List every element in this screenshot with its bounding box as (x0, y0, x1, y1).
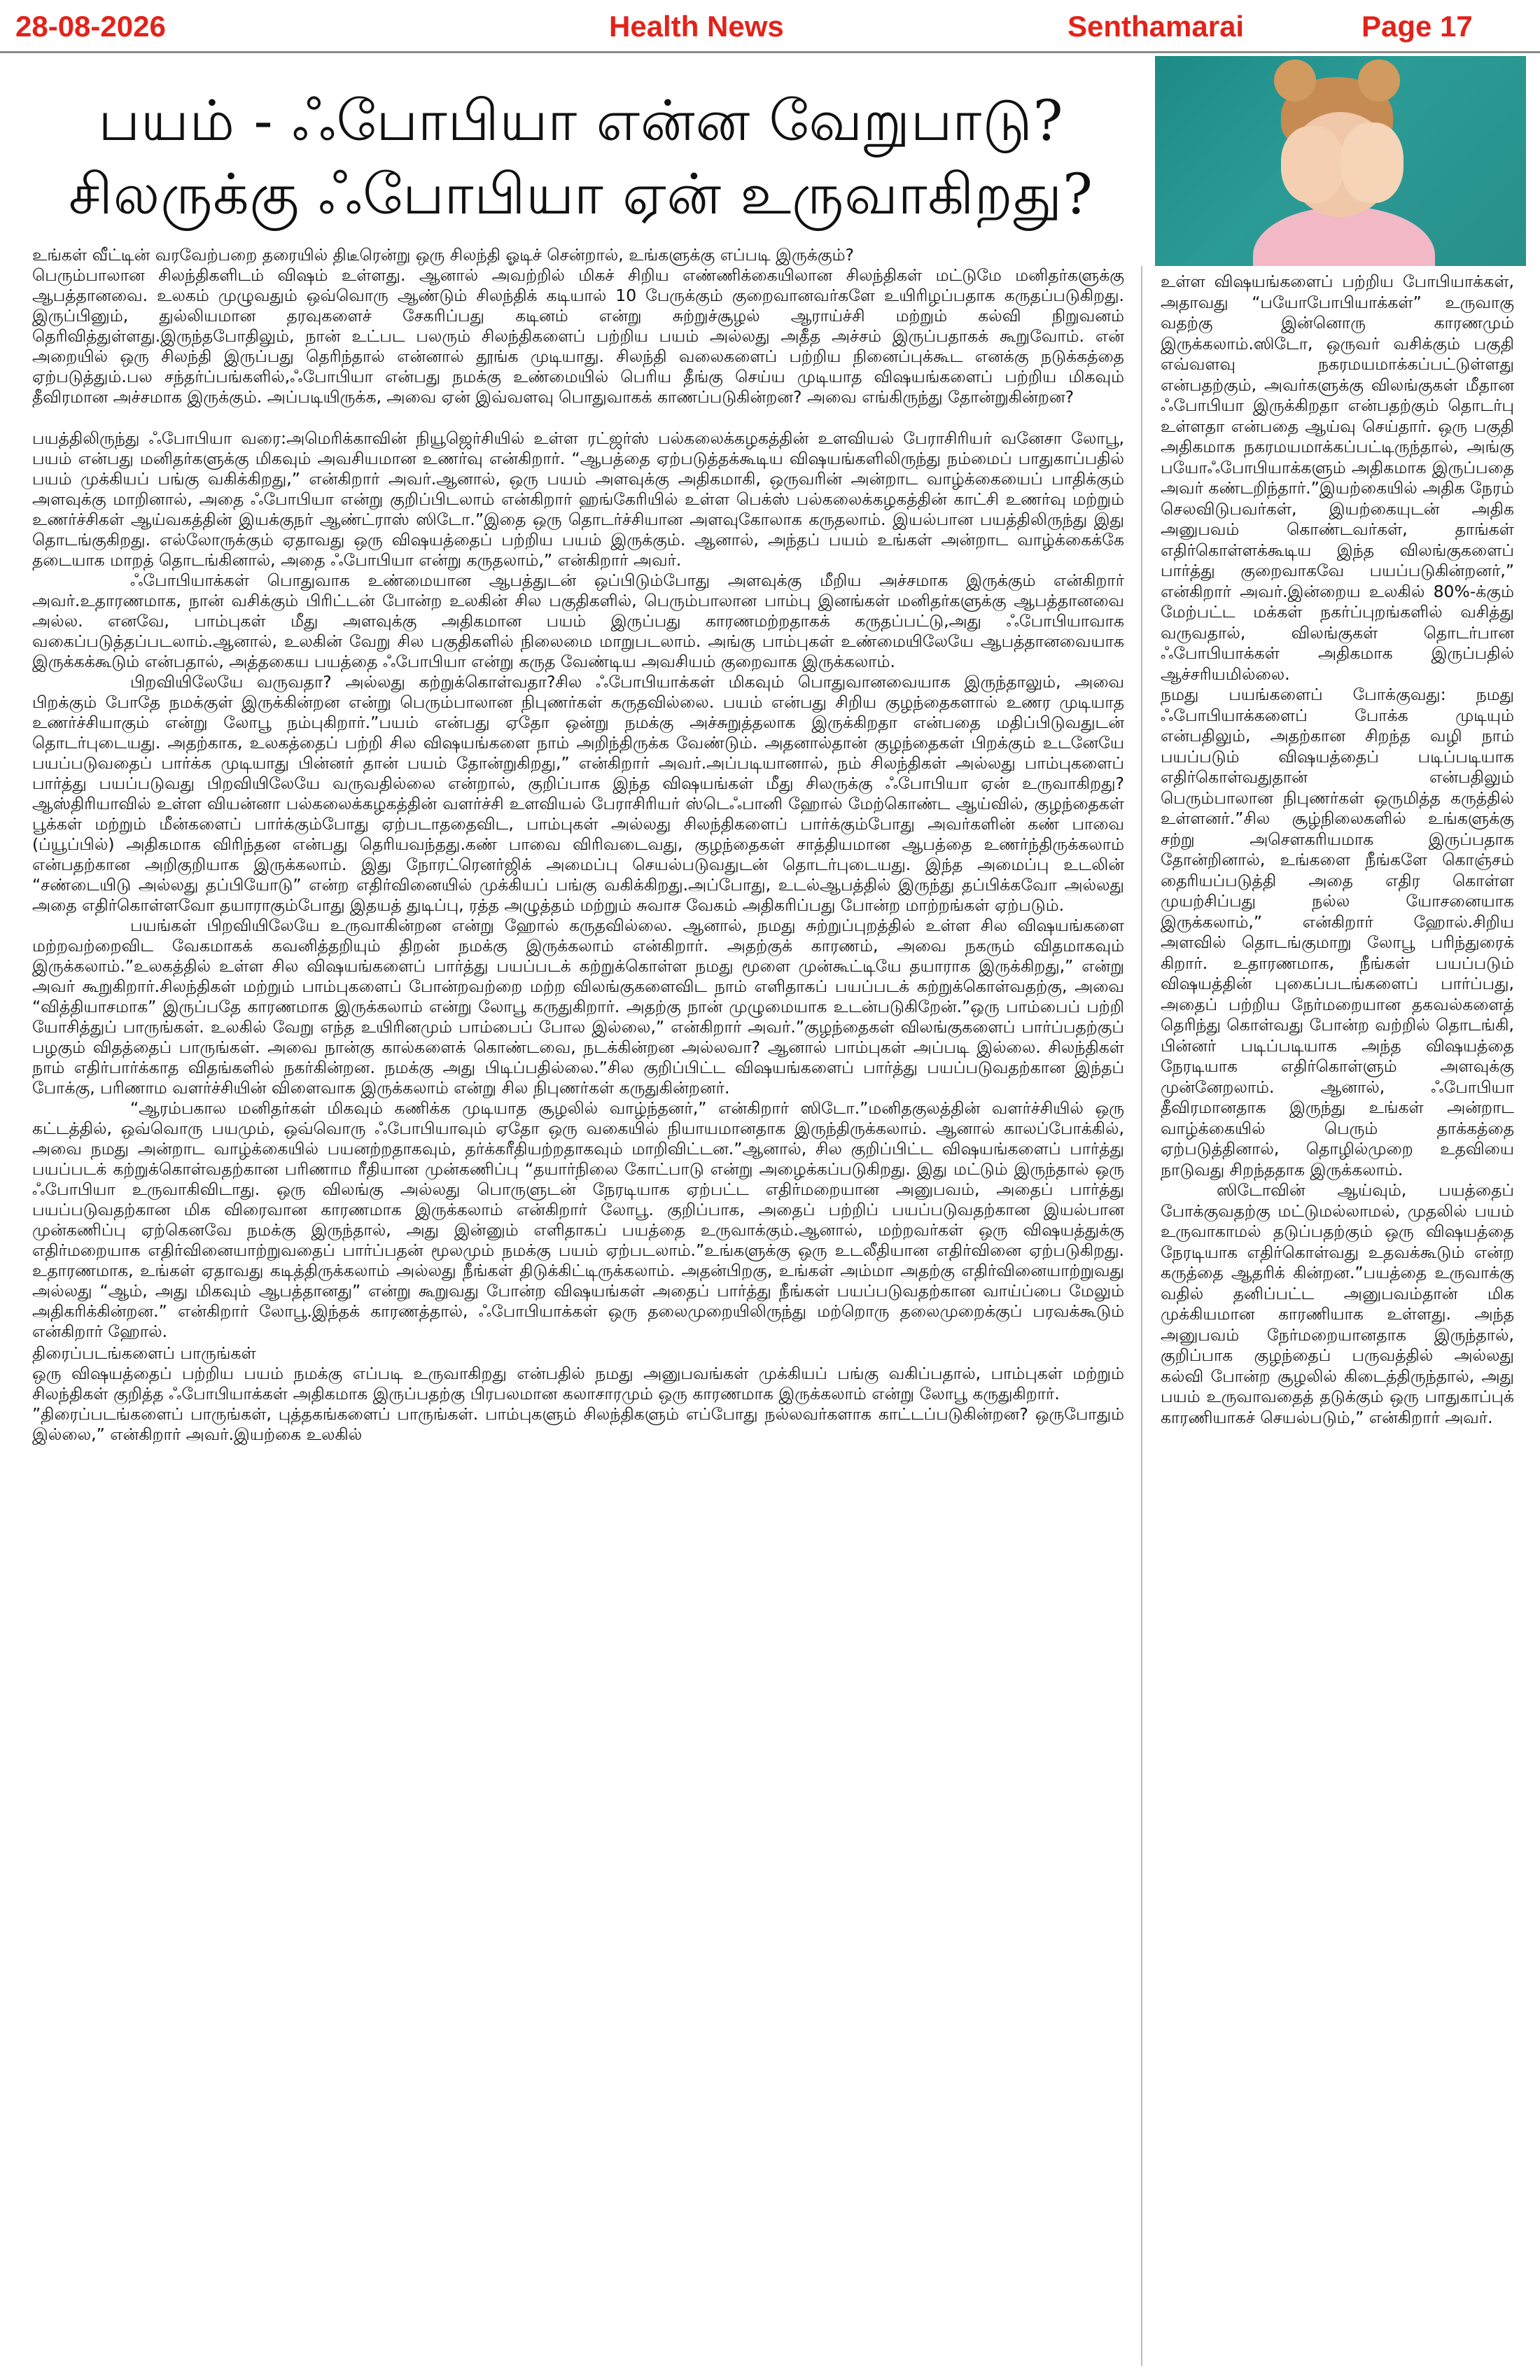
paragraph: பெரும்பாலான சிலந்திகளிடம் விஷம் உள்ளது. ஆனால் அவற்றில் மிகச் சிறிய எண்ணிக்கையிலான சிலந்திகள் மட்டுமே மனிதர்களுக்கு ஆபத்தானவை. உலகம் முழுவதும் ஒவ்வொரு ஆண்டும் சிலந்திக் கடியால் 10 பேருக்கும் குறைவானவர்களே உயிரிழப்பதாக கருதப்படுகிறது. இருப்பினும், துல்லியமான தரவுகளைச் சேகரிப்பது கடினம் என்று சுற்றுச்சூழல் ஆராய்ச்சி மற்றும் கல்வி நிறுவனம் தெரிவித்துள்ளது.இருந்தபோதிலும், நான் உட்பட பலரும் சிலந்திகளைப் பற்றிய பயம் அல்லது அதீத அச்சம் இருப்பதாகக் கூறுவோம். என் அறையில் ஒரு சிலந்தி இருப்பது தெரிந்தால் என்னால் தூங்க முடியாது. சிலந்தி வலைகளைப் பற்றிய நினைப்புக்கூட எனக்கு நடுக்கத்தை ஏற்படுத்தும்.பல சந்தர்ப்பங்களில்,ஃபோபியா என்பது நமக்கு உண்மையில் பெரிய தீங்கு செய்ய முடியாத விஷயங்களைப் பற்றிய மிகவும் தீவிரமான அச்சமாக இருக்கும். அப்படியிருக்க, அவை ஏன் இவ்வளவு பொதுவாகக் காணப்படுகின்றன? அவை எங்கிருந்து தோன்றுகின்றன? (32, 265, 1124, 407)
article-title (42, 84, 1120, 231)
title-line-1: பயம் - ஃபோபியா என்ன வேறுபாடு? (98, 88, 1064, 153)
page-number: Page 17 (1362, 10, 1473, 43)
paragraph: ஃபோபியாக்கள் பொதுவாக உண்மையான ஆபத்துடன் ஒப்பிடும்போது அளவுக்கு மீறிய அச்சமாக இருக்கும் என்கிறார் அவர்.உதாரணமாக, நான் வசிக்கும் பிரிட்டன் போன்ற உலகின் சில பகுதிகளில், பெரும்பாலான பாம்பு இனங்கள் மனிதர்களுக்கு ஆபத்தானவை அல்ல. எனவே, பாம்புகள் மீது அளவுக்கு அதிகமான பயம் இருப்பது காரணமற்றதாகக் கருதப்பட்டு,அது ஃபோபியாவாக வகைப்படுத்தப்படலாம்.ஆனால், உலகின் வேறு சில பகுதிகளில் நிலைமை மாறுபடலாம். அங்கு பாம்புகள் உண்மையிலேயே ஆபத்தானவையாக இருக்கக்கூடும் என்பதால், அத்தகைய பயத்தை ஃபோபியா என்று கருத வேண்டிய அவசியம் குறைவாக இருக்கலாம். (32, 570, 1124, 671)
paragraph: ”திரைப்படங்களைப் பாருங்கள், புத்தகங்களைப் பாருங்கள். பாம்புகளும் சிலந்திகளும் எப்போது நல்லவர்களாக காட்டப்படுகின்றன? ஒருபோதும் இல்லை,” என்கிறார் அவர்.இயற்கை உலகில் (32, 1404, 1124, 1444)
section-name: Health News (609, 10, 784, 43)
paragraph: ஸிடோவின் ஆய்வும், பயத்தைப் போக்குவதற்கு மட்டுமல்லாமல், முதலில் பயம் உருவாகாமல் தடுப்பதற்கும் ஒரு விஷயத்தை நேரடியாக எதிர்கொள்வது உதவக்கூடும் என்ற கருத்தை ஆதரிக் கின்றன.”பயத்தை உருவாக்கு வதில் தனிப்பட்ட அனுபவம்தான் மிக முக்கியமான காரணியாக உள்ளது. அந்த அனுபவம் நேர்மறையானதாக இருந்தால், குறிப்பாக குழந்தைப் பருவத்தில் அல்லது கல்வி போன்ற சூழலில் கிடைத்திருந்தால், அது பயம் உருவாவதைத் தடுக்கும் ஒரு பாதுகாப்புக் காரணியாகச் செயல்படும்,” என்கிறார் அவர். (1161, 1180, 1514, 1427)
title-line-2: சிலருக்கு ஃபோபியா ஏன் உருவாகிறது? (69, 162, 1093, 227)
publication-name: Senthamarai (1068, 10, 1245, 43)
subheading: திரைப்படங்களைப் பாருங்கள் (32, 1343, 256, 1363)
child-covering-face-photo (1155, 56, 1526, 266)
paragraph: பயங்கள் பிறவியிலேயே உருவாகின்றன என்று ஹோல் கருதவில்லை. ஆனால், நமது சுற்றுப்புறத்தில் உள்ள சில விஷயங்களை மற்றவற்றைவிட வேகமாகக் கவனித்தறியும் திறன் நமக்கு இருக்கலாம் என்கிறார். அதற்குக் காரணம், அவை நகரும் விதமாகவும் இருக்கலாம்.”உலகத்தில் உள்ள சில விஷயங்களைப் பார்த்து பயப்படக் கற்றுக்கொள்ள நமது மூளை முன்கூட்டியே தயாராக இருக்கிறது,” என்று அவர் கூறுகிறார்.சிலந்திகள் மற்றும் பாம்புகளைப் போன்றவற்றை மற்ற விலங்குகளைவிட நாம் எளிதாகப் பயப்படக் கற்றுக்கொள்வதற்கு, அவை “வித்தியாசமாக” இருப்பதே காரணமாக இருக்கலாம் என்று லோபூ கருதுகிறார். அதற்கு நான் முழுமையாக உடன்படுகிறேன்.”ஒரு பாம்பைப் பற்றி யோசித்துப் பாருங்கள். உலகில் வேறு எந்த உயிரினமும் பாம்பைப் போல இல்லை,” என்கிறார் அவர்.”குழந்தைகள் விலங்குகளைப் பார்ப்பதற்குப் பழகும் விதத்தைப் பாருங்கள். அவை நான்கு கால்களைக் கொண்டவை, நடக்கின்றன அல்லவா? ஆனால் பாம்புகள் அப்படி இல்லை. சிலந்திகள் நாம் எதிர்பார்க்காத விதங்களில் நகர்கின்றன. நமக்கு அது பிடிப்பதில்லை.”சில குறிப்பிட்ட விஷயங்களைப் பார்த்து பயப்படுவதற்கான இந்தப் போக்கு, பரிணாம வளர்ச்சியின் விளைவாக இருக்கலாம் என்று சில நிபுணர்கள் கருதுகின்றனர். (32, 916, 1124, 1098)
article-body-side (1161, 272, 1514, 1428)
paragraph: பயத்திலிருந்து ஃபோபியா வரை:அமெரிக்காவின் நியூஜெர்சியில் உள்ள ரட்ஜர்ஸ் பல்கலைக்கழகத்தின் உளவியல் பேராசிரியர் வனேசா லோபூ, பயம் என்பது மனிதர்களுக்கு மிகவும் அவசியமான உணர்வு என்கிறார். “ஆபத்தை ஏற்படுத்தக்கூடிய விஷயங்களிலிருந்து நம்மைப் பாதுகாப்பதில் பயம் முக்கியப் பங்கு வகிக்கிறது,” என்கிறார் அவர்.ஆனால், ஒரு பயம் அளவுக்கு அதிகமாகி, ஒருவரின் அன்றாட வாழ்க்கையைப் பாதிக்கும் அளவுக்கு மாறினால், அதை ஃபோபியா என்று குறிப்பிடலாம் என்கிறார் ஹங்கேரியில் உள்ள பெக்ஸ் பல்கலைக்கழகத்தின் காட்சி உணர்வு மற்றும் உணர்ச்சிகள் ஆய்வகத்தின் இயக்குநர் ஆண்ட்ராஸ் ஸிடோ.”இதை ஒரு தொடர்ச்சியான அளவுகோலாக கருதலாம். இயல்பான பயத்திலிருந்து இது தொடங்குகிறது. எல்லோருக்கும் ஏதாவது ஒரு விஷயத்தைப் பற்றிய பயம் இருக்கும். ஆனால், அந்தப் பயம் உங்கள் அன்றாட வாழ்க்கைக்கே தடையாக மாறத் தொடங்கினால், அதை ஃபோபியா என்று கருதலாம்,” என்கிறார் அவர். (32, 428, 1124, 570)
page-header (0, 0, 1540, 53)
paragraph: ஒரு விஷயத்தைப் பற்றிய பயம் நமக்கு எப்படி உருவாகிறது என்பதில் நமது அனுபவங்கள் முக்கியப் பங்கு வகிப்பதால், பாம்புகள் மற்றும் சிலந்திகள் குறித்த ஃபோபியாக்கள் அதிகமாக இருப்பதற்கு பிரபலமான கலாசாரமும் ஒரு காரணமாக இருக்கலாம் என்று லோபூ கருதுகிறார். (32, 1364, 1124, 1404)
issue-date: 28-08-2026 (15, 10, 166, 43)
paragraph: “ஆரம்பகால மனிதர்கள் மிகவும் கணிக்க முடியாத சூழலில் வாழ்ந்தனர்,” என்கிறார் ஸிடோ.”மனிதகுலத்தின் வளர்ச்சியில் ஒரு கட்டத்தில், ஒவ்வொரு பயமும், ஒவ்வொரு ஃபோபியாவும் ஏதோ ஒரு வகையில் நியாயமானதாக இருந்திருக்கலாம். ஆனால் காலப்போக்கில், அவை நமது அன்றாட வாழ்க்கையில் பயனற்றதாகவும், தர்க்கரீதியற்றதாகவும் மாறிவிட்டன.”ஆனால், சில குறிப்பிட்ட விஷயங்களைப் பார்த்து பயப்படக் கற்றுக்கொள்வதற்கான பரிணாம ரீதியான முன்கணிப்பு “தயார்நிலை கோட்பாடு என்று அழைக்கப்படுகிறது. இது மட்டும் இருந்தால் ஒரு ஃபோபியா உருவாகிவிடாது. ஒரு விலங்கு அல்லது பொருளுடன் நேரடியாக ஏற்பட்ட எதிர்மறையான அனுபவம், அதைப் பார்த்து பயப்படுவதற்கான மிக விரைவான காரணமாக இருக்கலாம் என்கிறார் லோபூ. குறிப்பாக, அதைப் பற்றிப் பயப்படுவதற்கான இயல்பான முன்கணிப்பு ஏற்கெனவே நமக்கு இருந்தால், அது இன்னும் எளிதாகப் பயத்தை உருவாக்கும்.ஆனால், மற்றவர்கள் ஒரு விஷயத்துக்கு எதிர்மறையாக எதிர்வினையாற்றுவதைப் பார்ப்பதன் மூலமும் நமக்கு பயம் ஏற்படலாம்.”உங்களுக்கு ஒரு உடலீதியான எதிர்வினை ஏற்படுகிறது. உதாரணமாக, உங்கள் ஏதாவது கடித்திருக்கலாம் அல்லது நீங்கள் திடுக்கிட்டிருக்கலாம். அதன்பிறகு, உங்கள் அம்மா அதற்கு எதிர்வினையாற்றுவது அல்லது “ஆம், அது மிகவும் ஆபத்தானது” என்று கூறுவது போன்ற விஷயங்கள் அதைப் பார்த்து நீங்கள் பயப்படுவதற்கான வாய்ப்பை மேலும் அதிகரிக்கின்றன.” என்கிறார் லோபூ.இந்தக் காரணத்தால், ஃபோபியாக்கள் ஒரு தலைமுறையிலிருந்து மற்றொரு தலைமுறைக்குப் பரவக்கூடும் என்கிறார் ஹோல். (32, 1098, 1124, 1341)
paragraph: பிறவியிலேயே வருவதா? அல்லது கற்றுக்கொள்வதா?சில ஃபோபியாக்கள் மிகவும் பொதுவானவையாக இருந்தாலும், அவை பிறக்கும் போதே நமக்குள் இருக்கின்றன என்று பெரும்பாலான நிபுணர்கள் கருதவில்லை. பயம் என்பது சிறிய குழந்தைகளால் உணர முடியாத உணர்ச்சியாகும் என்று லோபூ நம்புகிறார்.”பயம் என்பது ஏதோ ஒன்று நமக்கு அச்சுறுத்தலாக இருக்கிறதா என்பதை மதிப்பிடுவதுடன் தொடர்புடையது. அதற்காக, உலகத்தைப் பற்றி சில விஷயங்களை நாம் அறிந்திருக்க வேண்டும். அதனால்தான் குழந்தைகள் பிறக்கும் உடனேயே பயப்படுவதைப் பார்க்க முடியாது பின்னர் தான் பயம் தோன்றுகிறது,” என்கிறார் அவர்.அப்படியானால், நம் சிலந்திகள் அல்லது பாம்புகளைப் பார்த்து பயப்படுவது பிறவியிலேயே வருவதில்லை என்றால், குறிப்பாக இந்த விஷயங்கள் மீது சிலருக்கு ஃபோபியா ஏன் உருவாகிறது?ஆஸ்திரியாவில் உள்ள வியன்னா பல்கலைக்கழகத்தின் வளர்ச்சி உளவியல் பேராசிரியர் ஸ்டெஃபானி ஹோல் மேற்கொண்ட ஆய்வில், குழந்தைகள் பூக்கள் மற்றும் மீன்களைப் பார்க்கும்போது ஏற்படாததைவிட, பாம்புகள் அல்லது சிலந்திகளைப் பார்க்கும்போது அவர்களின் கண் பாவை (ப்யூப்பில்) அதிகமாக விரிந்தன என்பது தெரியவந்தது.கண் பாவை விரிவடைவது, குழந்தைகள் சாத்தியமான ஆபத்தை உணர்ந்திருக்கலாம் என்பதற்கான அறிகுறியாக இருக்கலாம். இது நோரட்ரெனர்ஜிக் அமைப்பு செயல்படுவதுடன் தொடர்புடையது. இந்த அமைப்பு உடலின் “சண்டையிடு அல்லது தப்பியோடு” என்ற எதிர்வினையில் முக்கியப் பங்கு வகிக்கிறது.அப்போது, உடல்ஆபத்தில் இருந்து தப்பிக்கவோ அல்லது அதை எதிர்கொள்ளவோ தயாராகும்போது இதயத் துடிப்பு, ரத்த அழுத்தம் மற்றும் சுவாச வேகம் அதிகரிப்பது போன்ற மாற்றங்கள் ஏற்படும். (32, 672, 1124, 915)
paragraph: உங்கள் வீட்டின் வரவேற்பறை தரையில் திடீரென்று ஒரு சிலந்தி ஓடிச் சென்றால், உங்களுக்கு எப்படி இருக்கும்? (32, 245, 854, 265)
article-body-main (32, 245, 1124, 1445)
paragraph: நமது பயங்களைப் போக்குவது: நமது ஃபோபியாக்களைப் போக்க முடியும் என்பதிலும், அதற்கான சிறந்த வழி நாம் பயப்படும் விஷயத்தைப் படிப்படியாக எதிர்கொள்வதுதான் என்பதிலும் பெரும்பாலான நிபுணர்கள் ஒருமித்த கருத்தில் உள்ளனர்.”சில சூழ்நிலைகளில் உங்களுக்கு சற்று அசௌகரியமாக இருப்பதாக தோன்றினால், உங்களை நீங்களே கொஞ்சம் தைரியப்படுத்தி அதை எதிர கொள்ள முயற்சிப்பது நல்ல யோசனையாக இருக்கலாம்,” என்கிறார் ஹோல்.சிறிய அளவில் தொடங்குமாறு லோபூ பரிந்துரைக் கிறார். உதாரணமாக, நீங்கள் பயப்படும் விஷயத்தின் புகைப்படங்களைப் பார்ப்பது, அதைப் பற்றிய நேர்மறையான தகவல்களைத் தெரிந்து கொள்வது போன்ற வற்றில் தொடங்கி, பின்னர் படிப்படியாக அந்த விஷயத்தை நேரடியாக எதிர்கொள்ளும் அளவுக்கு முன்னேறலாம். ஆனால், ஃபோபியா தீவிரமானதாக இருந்து உங்கள் அன்றாட வாழ்க்கையில் பெரும் தாக்கத்தை ஏற்படுத்தினால், தொழில்முறை உதவியை நாடுவது சிறந்ததாக இருக்கலாம். (1161, 685, 1514, 1180)
column-divider (1141, 266, 1142, 2366)
paragraph: உள்ள விஷயங்களைப் பற்றிய போபியாக்கள், அதாவது “பயோபோபியாக்கள்” உருவாகு வதற்கு இன்னொரு காரணமும் இருக்கலாம்.ஸிடோ, ஒருவர் வசிக்கும் பகுதி எவ்வளவு நகரமயமாக்கப்பட்டுள்ளது என்பதற்கும், அவர்களுக்கு விலங்குகள் மீதான ஃபோபியா இருக்கிறதா என்பதற்கும் தொடர்பு உள்ளதா என்பதை ஆய்வு செய்தார். ஒரு பகுதி அதிகமாக நகரமயமாக்கப்பட்டிருந்தால், அங்கு பயோஃபோபியாக்களும் அதிகமாக இருப்பதை அவர் கண்டறிந்தார்.”இயற்கையில் அதிக நேரம் செலவிடுபவர்கள், இயற்கையுடன் அதிக அனுபவம் கொண்டவர்கள், தாங்கள் எதிர்கொள்ளக்கூடிய இந்த விலங்குகளைப் பார்த்து குறைவாகவே பயப்படுகின்றனர்,” என்கிறார் அவர்.இன்றைய உலகில் 80%-க்கும் மேற்பட்ட மக்கள் நகர்ப்புறங்களில் வசித்து வருவதால், விலங்குகள் தொடர்பான ஃபோபியாக்கள் அதிகமாக இருப்பதில் ஆச்சரியமில்லை. (1161, 272, 1514, 684)
